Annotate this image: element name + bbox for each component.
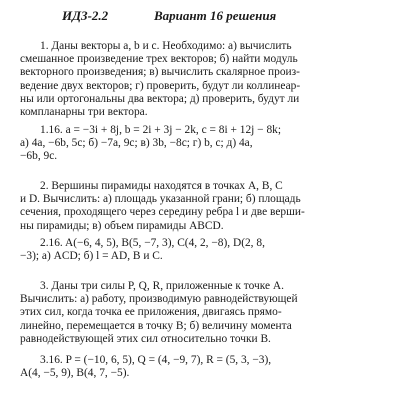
- task-2-variant: [20, 237, 384, 263]
- task-2-statement: [20, 180, 384, 233]
- task-3-statement: [20, 280, 384, 346]
- task-2-line: и D. Вычислить: а) площадь указанной грани; б) площадь: [20, 193, 301, 206]
- task-1-statement: [20, 40, 384, 119]
- task-3-line: равнодействующей этих сил относительно точки B.: [20, 332, 271, 345]
- task-1-line: ны или ортогональны два вектора; д) проверить, будут ли: [20, 92, 300, 105]
- task-1-line: смешанное произведение трех векторов; б) найти модуль: [20, 53, 298, 66]
- task-3-line: линейно, перемещается в точку B; б) величину момента: [20, 319, 292, 332]
- task-3-line: этих сил, когда точка ее приложения, двигаясь прямо-: [20, 306, 282, 319]
- task-1-variant-line: −6b, 9c.: [20, 150, 58, 163]
- header-variant: Вариант 16 решения: [154, 8, 277, 23]
- task-3-line: Вычислить: а) работу, производимую равнодействующей: [20, 293, 298, 306]
- task-1-variant: [20, 124, 384, 164]
- task-1-line: компланарны три вектора.: [20, 106, 148, 119]
- task-1-line: векторного произведения; в) вычислить скалярное произ-: [20, 66, 300, 79]
- task-2-line: 2. Вершины пирамиды находятся в точках A, B, C: [40, 180, 283, 192]
- task-2-line: ны пирамиды; в) объем пирамиды ABCD.: [20, 219, 224, 232]
- task-2-line: сечения, проходящего через середину ребра l и две верши-: [20, 206, 305, 219]
- task-1-line: ведение двух векторов; г) проверить, будут ли коллинеар-: [20, 79, 301, 92]
- task-2-variant-line: −3); а) ACD; б) l = AD, B и C.: [20, 250, 163, 263]
- task-1-line: 1. Даны векторы a, b и c. Необходимо: а) вычислить: [40, 40, 292, 52]
- task-3-variant-line: A(4, −5, 9), B(4, 7, −5).: [20, 367, 130, 380]
- task-3-variant: [20, 354, 384, 380]
- task-3-variant-line: 3.16. P = (−10, 6, 5), Q = (4, −9, 7), R = (5, 3, −3),: [40, 354, 272, 366]
- header-title: ИДЗ-2.2: [62, 8, 109, 23]
- task-1-variant-line: 1.16. a = −3i + 8j, b = 2i + 3j − 2k, c = 8i + 12j − 8k;: [40, 124, 282, 136]
- task-3-line: 3. Даны три силы P, Q, R, приложенные к точке A.: [40, 280, 284, 292]
- task-1-variant-line: а) 4a, −6b, 5c; б) −7a, 9c; в) 3b, −8c; г) b, c; д) 4a,: [20, 137, 253, 150]
- task-2-variant-line: 2.16. A(−6, 4, 5), B(5, −7, 3), C(4, 2, −8), D(2, 8,: [40, 237, 265, 249]
